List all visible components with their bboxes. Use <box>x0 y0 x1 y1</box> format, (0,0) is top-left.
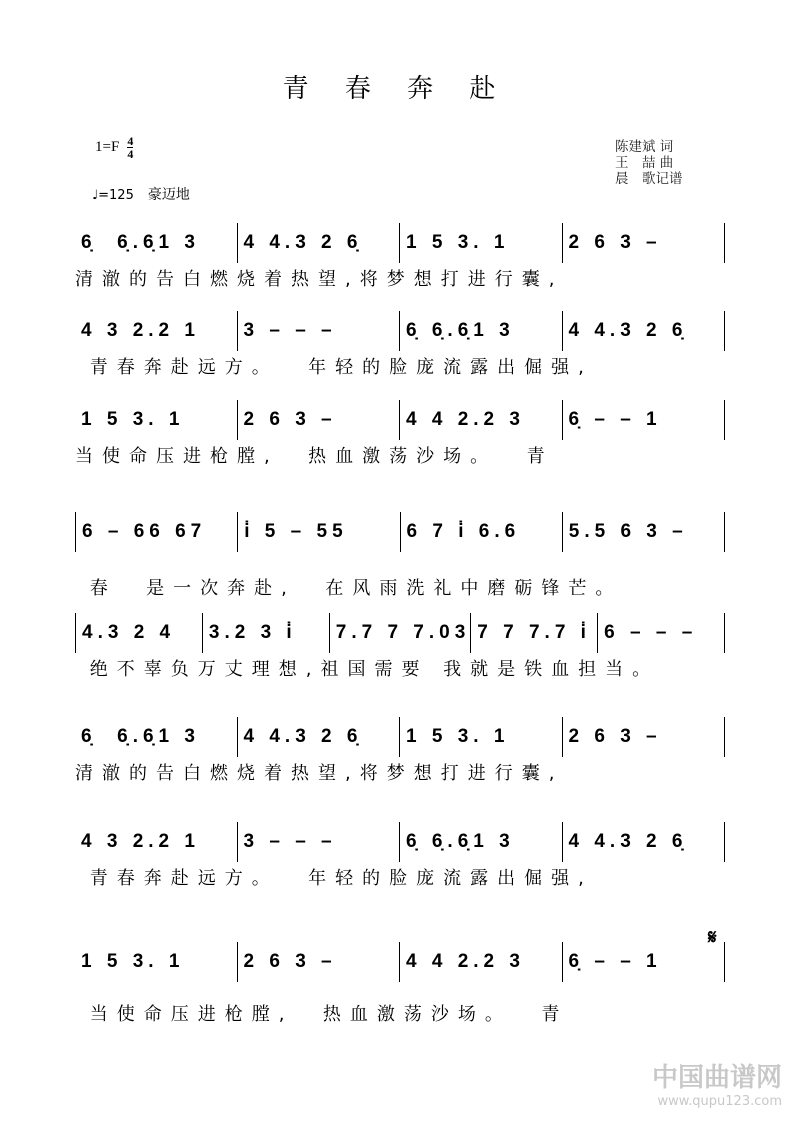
notes-line <box>75 613 725 653</box>
time-bottom: 4 <box>127 147 134 161</box>
measure: 6 7 i̇ 6.6 <box>401 512 563 552</box>
lyrics-line: 当使命压进枪膛, 热血激荡沙场。 青 <box>75 446 554 467</box>
measure: 4 4.3 2 6̣ <box>238 717 401 757</box>
measure: 3 – – – <box>238 311 401 351</box>
measure: 1 5 3. 1 <box>400 717 563 757</box>
measure: 2 6 3 – <box>563 717 726 757</box>
measure: 6 – 66 67 <box>76 512 238 552</box>
measure: 4 3 2.2 1 <box>75 311 238 351</box>
measure: 2 6 3 – <box>238 400 401 440</box>
staff-row <box>75 400 725 468</box>
credits <box>615 139 683 187</box>
key-signature <box>95 135 133 160</box>
measure: 1 5 3. 1 <box>75 942 238 982</box>
measure: 4 4 2.2 3 <box>400 400 563 440</box>
lyrics-line: 青春奔赴远方。 年轻的脸庞流露出倔强, <box>75 868 593 889</box>
notes-line <box>75 311 725 351</box>
measure: 7.7 7 7.03 <box>330 613 472 653</box>
lyricist: 陈建斌 词 <box>615 139 674 155</box>
measure: 2 6 3 – <box>238 942 401 982</box>
lyrics-line: 春 是一次奔赴, 在风雨洗礼中磨砺锋芒。 <box>75 578 623 599</box>
segno-sign: 𝄋 <box>708 925 717 949</box>
measure: 2 6 3 – <box>563 223 726 263</box>
measure: 6 – – – <box>598 613 725 653</box>
staff-row <box>75 311 725 379</box>
composer: 王 喆 曲 <box>615 155 674 171</box>
watermark-name: 中国曲谱网 <box>651 1063 782 1093</box>
measure: 6̣ – – 1 <box>563 942 726 982</box>
staff-row <box>75 613 725 681</box>
notes-line <box>75 223 725 263</box>
tempo <box>92 184 190 204</box>
measure: 4 3 2.2 1 <box>75 822 238 862</box>
measure: 3.2 3 i̇ <box>203 613 330 653</box>
measure: 4 4.3 2 6̣ <box>238 223 401 263</box>
measure: 6̣ – – 1 <box>563 400 726 440</box>
watermark <box>652 1057 782 1109</box>
measure: 5.5 6 3 – <box>563 512 725 552</box>
measure: 6̣ 6̣.6̣1 3 <box>400 311 563 351</box>
measure: 3 – – – <box>238 822 401 862</box>
measure: 4 4.3 2 6̣ <box>563 822 726 862</box>
watermark-url: www.qupu123.com <box>657 1094 782 1109</box>
lyrics-line: 清澈的告白燃烧着热望,将梦想打进行囊, <box>75 763 564 784</box>
staff-row <box>75 717 725 785</box>
measure: 1 5 3. 1 <box>75 400 238 440</box>
lyrics-line: 青春奔赴远方。 年轻的脸庞流露出倔强, <box>75 357 593 378</box>
measure: i̇ 5 – 55 <box>238 512 400 552</box>
notes-line <box>75 400 725 440</box>
time-signature <box>127 135 133 160</box>
lyrics-line: 清澈的告白燃烧着热望,将梦想打进行囊, <box>75 269 564 290</box>
staff-row <box>75 942 725 1026</box>
measure: 7 7 7.7 i̇ <box>471 613 598 653</box>
time-top: 4 <box>127 134 134 148</box>
key: 1=F <box>95 139 120 155</box>
staff-row <box>75 223 725 291</box>
notes-line <box>75 822 725 862</box>
notes-line <box>75 942 725 982</box>
measure: 6̣ 6̣.6̣1 3 <box>400 822 563 862</box>
staff-row <box>75 512 725 600</box>
notes-line <box>75 512 725 552</box>
measure: 1 5 3. 1 <box>400 223 563 263</box>
notes-line <box>75 717 725 757</box>
expression: 豪迈地 <box>147 187 190 203</box>
tempo-mark: ♩=125 <box>92 188 134 203</box>
lyrics-line: 当使命压进枪膛, 热血激荡沙场。 青 <box>75 1004 569 1025</box>
measure: 4 4 2.2 3 <box>400 942 563 982</box>
transcriber: 晨 歌记谱 <box>615 171 683 187</box>
measure: 6̣ 6̣.6̣1 3 <box>75 223 238 263</box>
song-title: 青 春 奔 赴 <box>282 74 510 104</box>
measure: 4.3 2 4 <box>76 613 203 653</box>
measure: 6̣ 6̣.6̣1 3 <box>75 717 238 757</box>
measure: 4 4.3 2 6̣ <box>563 311 726 351</box>
staff-row <box>75 822 725 890</box>
lyrics-line: 绝不辜负万丈理想,祖国需要 我就是铁血担当。 <box>75 659 660 680</box>
